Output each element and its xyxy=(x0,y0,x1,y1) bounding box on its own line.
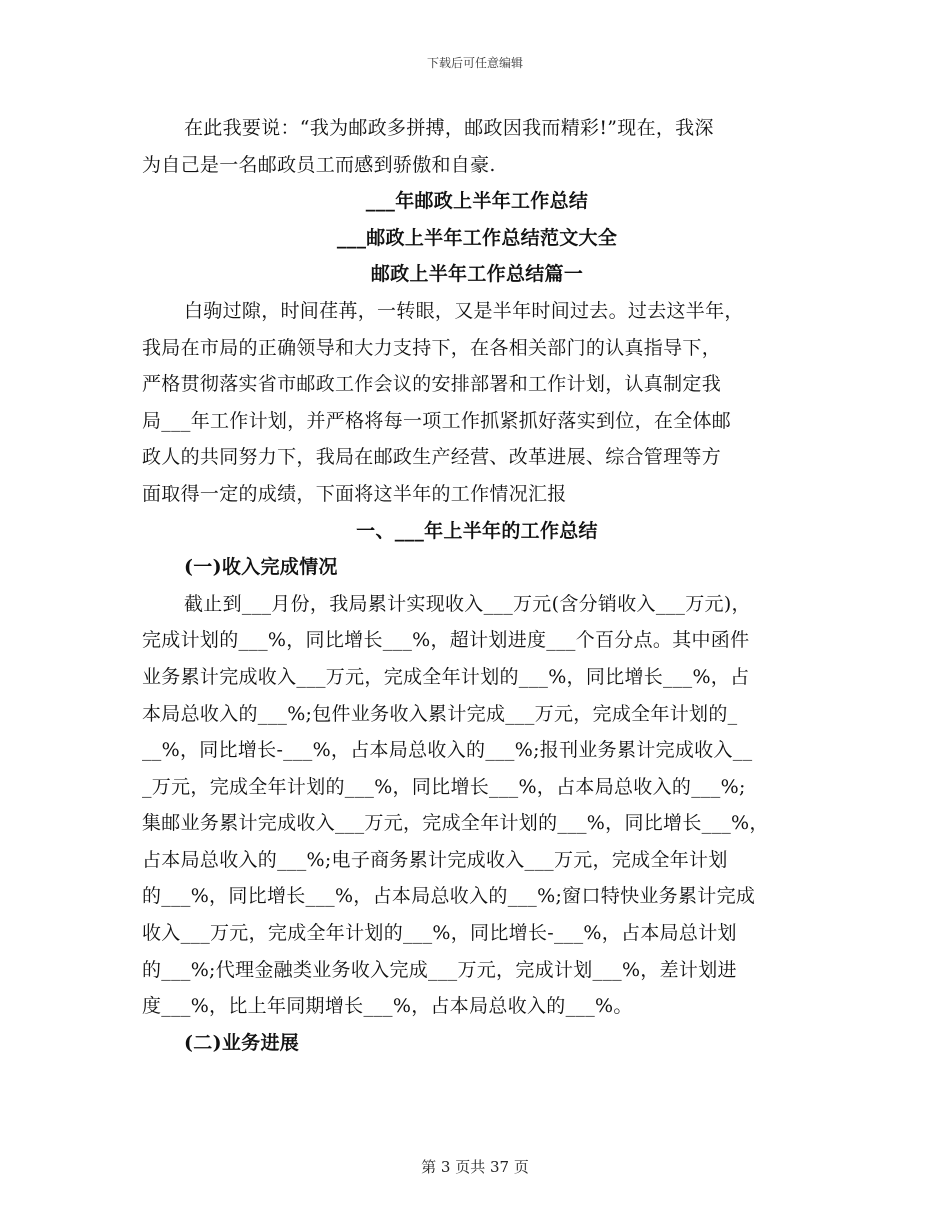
text-line: 严格贯彻落实省市邮政工作会议的安排部署和工作计划，认真制定我 xyxy=(142,373,722,396)
text-line: 收入___万元，完成全年计划的___%，同比增长-___%，占本局总计划 xyxy=(142,922,737,945)
text-line: 局___年工作计划，并严格将每一项工作抓紧抓好落实到位，在全体邮 xyxy=(142,409,732,432)
text-line: _万元，完成全年计划的___%，同比增长___%，占本局总收入的___%; xyxy=(142,775,746,798)
page-footer: 第 3 页共 37 页 xyxy=(421,1158,529,1176)
text-line: (一)收入完成情况 xyxy=(184,556,338,579)
text-line: 白驹过隙，时间荏苒，一转眼，又是半年时间过去。过去这半年， xyxy=(184,299,744,322)
text-line: 完成计划的___%，同比增长___%，超计划进度___个百分点。其中函件 xyxy=(142,629,750,652)
text-line: 占本局总收入的___%;电子商务累计完成收入___万元，完成全年计划 xyxy=(142,848,728,871)
text-line: 我局在市局的正确领导和大力支持下，在各相关部门的认真指导下， xyxy=(142,336,722,359)
text-line: __%，同比增长-___%，占本局总收入的___%;报刊业务累计完成收入__ xyxy=(142,739,753,762)
text-line: ___年邮政上半年工作总结 xyxy=(365,190,589,213)
text-line: 度___%，比上年同期增长___%，占本局总收入的___%。 xyxy=(142,995,633,1018)
text-line: ___邮政上半年工作总结范文大全 xyxy=(336,226,618,249)
page-header: 下载后可任意编辑 xyxy=(426,56,523,70)
text-line: 截止到___月份，我局累计实现收入___万元(含分销收入___万元)， xyxy=(184,592,751,615)
text-line: 政人的共同努力下，我局在邮政生产经营、改革进展、综合管理等方 xyxy=(142,446,722,469)
text-line: 的___%，同比增长___%，占本局总收入的___%;窗口特快业务累计完成 xyxy=(142,885,756,908)
text-line: 的___%;代理金融类业务收入完成___万元，完成计划___%，差计划进 xyxy=(142,958,737,981)
text-line: 在此我要说：“我为邮政多拼搏，邮政因我而精彩!”现在，我深 xyxy=(184,117,714,139)
text-line: 本局总收入的___%;包件业务收入累计完成___万元，完成全年计划的_ xyxy=(142,702,738,725)
text-line: 为自己是一名邮政员工而感到骄傲和自豪. xyxy=(142,153,496,176)
text-line: 集邮业务累计完成收入___万元，完成全年计划的___%，同比增长___%， xyxy=(142,812,769,835)
text-line: 邮政上半年工作总结篇一 xyxy=(370,263,584,286)
text-line: 业务累计完成收入___万元，完成全年计划的___%，同比增长___%，占 xyxy=(142,665,750,688)
document-body xyxy=(142,110,812,1061)
text-line: 面取得一定的成绩，下面将这半年的工作情况汇报 xyxy=(142,482,567,505)
text-line: 一、___年上半年的工作总结 xyxy=(356,519,598,542)
text-line: (二)业务进展 xyxy=(184,1031,300,1054)
